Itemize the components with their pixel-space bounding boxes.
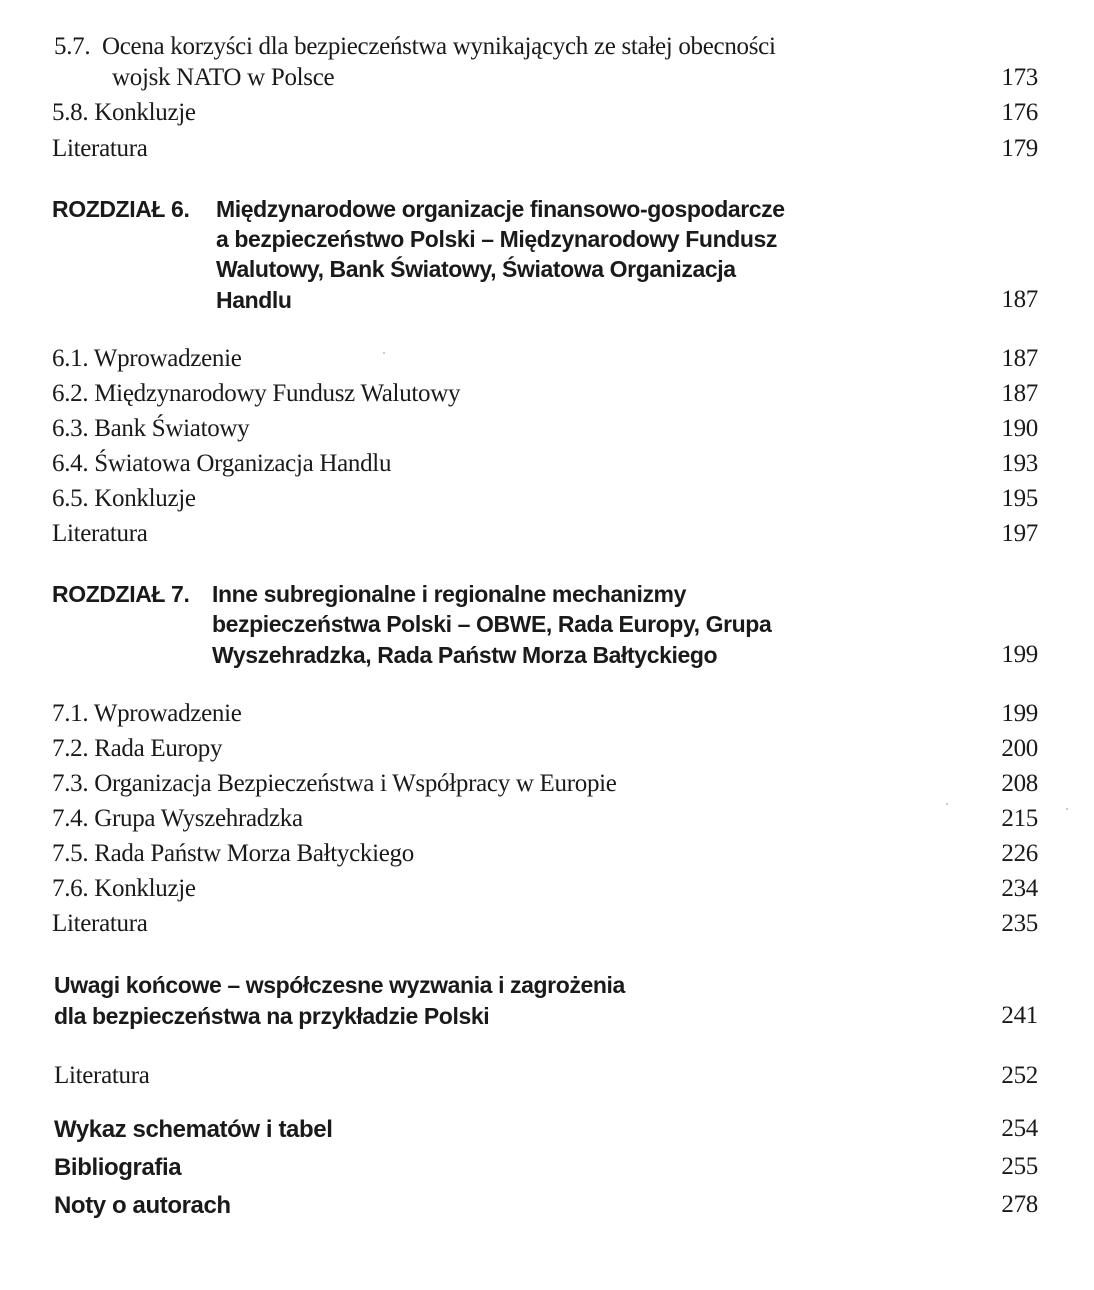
page-number: 190 (1001, 415, 1038, 442)
page-number: 235 (1001, 910, 1038, 937)
page-number: 195 (1001, 485, 1038, 512)
entry-title: Literatura (52, 135, 148, 162)
page-number: 187 (1001, 380, 1038, 407)
entry-title: Literatura (52, 910, 148, 937)
entry-title: 7.3. Organizacja Bezpieczeństwa i Współpracy w Europie (52, 770, 617, 797)
entry-title: 7.2. Rada Europy (52, 735, 223, 762)
chapter-prefix: ROZDZIAŁ 7. (52, 581, 190, 607)
entry-title: Bibliografia (54, 1154, 182, 1181)
chapter-title-line2: a bezpieczeństwo Polski – Międzynarodowy Fundusz (216, 226, 778, 252)
scan-speck (383, 352, 385, 354)
entry-title: 7.6. Konkluzje (52, 875, 196, 902)
page-number: 197 (1001, 520, 1038, 547)
entry-title: 6.4. Światowa Organizacja Handlu (52, 450, 392, 477)
page-number: 179 (1001, 135, 1038, 162)
chapter-title-line3: Walutowy, Bank Światowy, Światowa Organizacja (216, 256, 736, 282)
entry-title: 6.2. Międzynarodowy Fundusz Walutowy (52, 380, 461, 407)
final-title-line2: dla bezpieczeństwa na przykładzie Polski (54, 1003, 490, 1029)
page-number: 255 (1001, 1153, 1038, 1180)
page-number: 226 (1001, 840, 1038, 867)
entry-title-line2: wojsk NATO w Polsce (112, 64, 335, 91)
entry-title: 7.1. Wprowadzenie (52, 700, 242, 727)
page-number: 234 (1001, 875, 1038, 902)
entry-title: 6.1. Wprowadzenie (52, 345, 242, 372)
entry-title-line1: Ocena korzyści dla bezpieczeństwa wynikających ze stałej obecności (102, 33, 776, 60)
page-number: 187 (1001, 345, 1038, 372)
chapter-prefix: ROZDZIAŁ 6. (52, 196, 190, 222)
page-number: 215 (1001, 805, 1038, 832)
entry-title: 5.8. Konkluzje (52, 99, 196, 126)
page-number: 208 (1001, 770, 1038, 797)
chapter-title-line2: bezpieczeństwa Polski – OBWE, Rada Europy, Grupa (212, 611, 772, 637)
entry-title: 7.5. Rada Państw Morza Bałtyckiego (52, 840, 414, 867)
page-number: 199 (1001, 641, 1038, 668)
entry-title: Noty o autorach (54, 1192, 231, 1219)
page-number: 199 (1001, 700, 1038, 727)
page-number: 176 (1001, 99, 1038, 126)
page-number: 200 (1001, 735, 1038, 762)
entry-title: 6.5. Konkluzje (52, 485, 196, 512)
entry-number: 5.7. (54, 33, 91, 60)
entry-title: Literatura (54, 1062, 150, 1089)
entry-title: Wykaz schematów i tabel (54, 1116, 333, 1143)
page-number: 241 (1001, 1002, 1038, 1029)
page-number: 252 (1001, 1062, 1038, 1089)
entry-title: 6.3. Bank Światowy (52, 415, 250, 442)
entry-title: Literatura (52, 520, 148, 547)
chapter-title-line3: Wyszehradzka, Rada Państw Morza Bałtyckiego (212, 642, 718, 668)
chapter-title-line4: Handlu (216, 287, 292, 313)
page-number: 187 (1001, 286, 1038, 313)
page-number: 193 (1001, 450, 1038, 477)
page-number: 173 (1001, 64, 1038, 91)
final-title-line1: Uwagi końcowe – współczesne wyzwania i zagrożenia (54, 972, 625, 998)
scan-speck (946, 803, 948, 805)
page-number: 278 (1001, 1191, 1038, 1218)
scan-speck (1066, 808, 1068, 810)
chapter-title-line1: Inne subregionalne i regionalne mechanizmy (212, 581, 686, 607)
chapter-title-line1: Międzynarodowe organizacje finansowo-gospodarcze (216, 196, 785, 222)
entry-title: 7.4. Grupa Wyszehradzka (52, 805, 303, 832)
page-number: 254 (1001, 1115, 1038, 1142)
